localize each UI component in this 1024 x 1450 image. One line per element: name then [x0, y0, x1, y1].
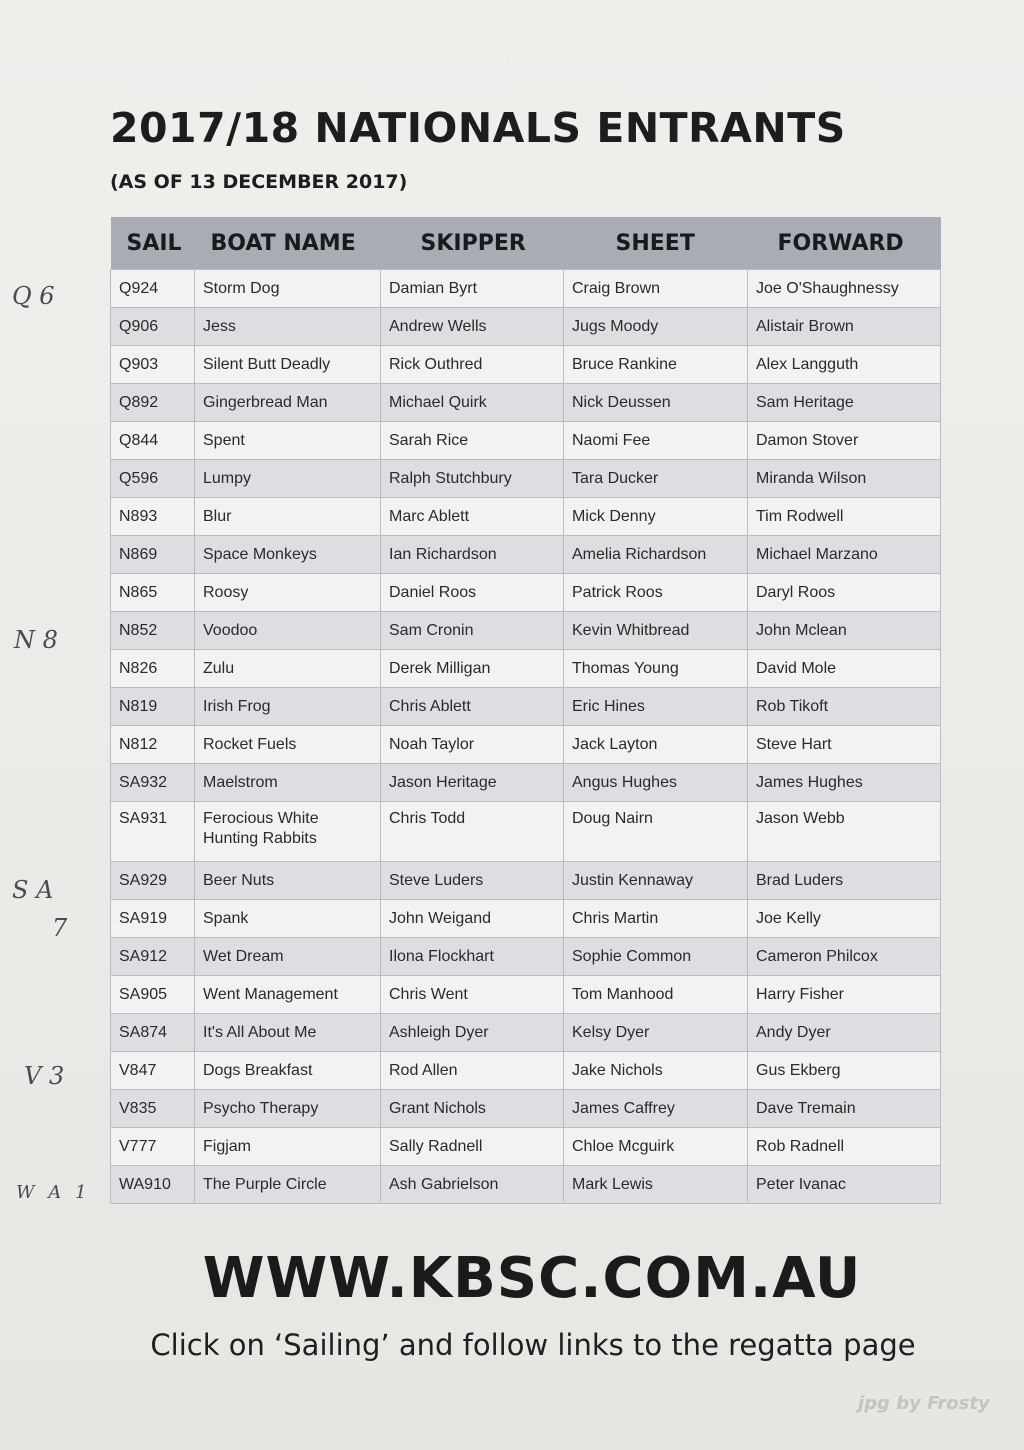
- cell-sail: N812: [111, 726, 195, 764]
- table-row: [111, 650, 941, 688]
- cell-boat-name: Space Monkeys: [195, 536, 381, 574]
- cell-sail: SA912: [111, 938, 195, 976]
- cell-boat-name: Maelstrom: [195, 764, 381, 802]
- cell-forward: Brad Luders: [748, 862, 941, 900]
- table-row: [111, 536, 941, 574]
- cell-skipper: John Weigand: [381, 900, 564, 938]
- cell-sail: N826: [111, 650, 195, 688]
- cell-forward: Alex Langguth: [748, 346, 941, 384]
- cell-forward: Tim Rodwell: [748, 498, 941, 536]
- cell-sail: SA931: [111, 802, 195, 862]
- table-row: [111, 346, 941, 384]
- cell-sail: Q892: [111, 384, 195, 422]
- cell-forward: Rob Radnell: [748, 1128, 941, 1166]
- cell-sheet: Jugs Moody: [564, 308, 748, 346]
- cell-forward: Cameron Philcox: [748, 938, 941, 976]
- page-title: 2017/18 NATIONALS ENTRANTS: [110, 104, 846, 152]
- cell-sail: N869: [111, 536, 195, 574]
- table-row: [111, 1014, 941, 1052]
- cell-skipper: Chris Ablett: [381, 688, 564, 726]
- cell-skipper: Sarah Rice: [381, 422, 564, 460]
- cell-boat-name: Ferocious White Hunting Rabbits: [195, 802, 381, 862]
- cell-sheet: Kevin Whitbread: [564, 612, 748, 650]
- table-row: [111, 460, 941, 498]
- header-sail: SAIL: [111, 217, 195, 270]
- table-row: [111, 726, 941, 764]
- cell-boat-name: Beer Nuts: [195, 862, 381, 900]
- cell-sheet: Sophie Common: [564, 938, 748, 976]
- cell-sail: V835: [111, 1090, 195, 1128]
- cell-forward: James Hughes: [748, 764, 941, 802]
- cell-boat-name: Gingerbread Man: [195, 384, 381, 422]
- cell-forward: Joe Kelly: [748, 900, 941, 938]
- instructions-text: Click on ‘Sailing’ and follow links to the regatta page: [150, 1328, 916, 1362]
- cell-forward: Daryl Roos: [748, 574, 941, 612]
- cell-forward: Michael Marzano: [748, 536, 941, 574]
- table-row: [111, 802, 941, 862]
- cell-forward: David Mole: [748, 650, 941, 688]
- table-row: [111, 422, 941, 460]
- cell-sheet: Angus Hughes: [564, 764, 748, 802]
- cell-boat-name: Psycho Therapy: [195, 1090, 381, 1128]
- cell-forward: Harry Fisher: [748, 976, 941, 1014]
- cell-skipper: Rod Allen: [381, 1052, 564, 1090]
- entrants-table-wrapper: [110, 217, 940, 1204]
- cell-sheet: Naomi Fee: [564, 422, 748, 460]
- cell-sheet: Chloe Mcguirk: [564, 1128, 748, 1166]
- cell-skipper: Damian Byrt: [381, 270, 564, 308]
- cell-sheet: Mick Denny: [564, 498, 748, 536]
- cell-sail: WA910: [111, 1166, 195, 1204]
- cell-forward: Damon Stover: [748, 422, 941, 460]
- table-row: [111, 308, 941, 346]
- cell-skipper: Sally Radnell: [381, 1128, 564, 1166]
- photo-credit: jpg by Frosty: [858, 1393, 990, 1414]
- cell-sheet: Tara Ducker: [564, 460, 748, 498]
- entrants-table: [110, 217, 941, 1204]
- cell-boat-name: Silent Butt Deadly: [195, 346, 381, 384]
- cell-sail: SA919: [111, 900, 195, 938]
- cell-skipper: Ashleigh Dyer: [381, 1014, 564, 1052]
- cell-sheet: Thomas Young: [564, 650, 748, 688]
- handwritten-note-v: V 3: [24, 1062, 65, 1090]
- cell-skipper: Ralph Stutchbury: [381, 460, 564, 498]
- cell-sheet: Jake Nichols: [564, 1052, 748, 1090]
- cell-skipper: Chris Todd: [381, 802, 564, 862]
- cell-sail: Q924: [111, 270, 195, 308]
- cell-skipper: Jason Heritage: [381, 764, 564, 802]
- cell-forward: Alistair Brown: [748, 308, 941, 346]
- cell-boat-name: Voodoo: [195, 612, 381, 650]
- table-body: [111, 270, 941, 1204]
- cell-boat-name: Spent: [195, 422, 381, 460]
- cell-forward: Peter Ivanac: [748, 1166, 941, 1204]
- cell-sheet: Doug Nairn: [564, 802, 748, 862]
- cell-sail: SA929: [111, 862, 195, 900]
- handwritten-note-sa-bottom: 7: [52, 914, 68, 942]
- header-boat-name: BOAT NAME: [195, 217, 381, 270]
- cell-sail: Q903: [111, 346, 195, 384]
- cell-sheet: Amelia Richardson: [564, 536, 748, 574]
- cell-sheet: Mark Lewis: [564, 1166, 748, 1204]
- cell-sheet: James Caffrey: [564, 1090, 748, 1128]
- cell-sheet: Bruce Rankine: [564, 346, 748, 384]
- cell-sheet: Chris Martin: [564, 900, 748, 938]
- cell-skipper: Rick Outhred: [381, 346, 564, 384]
- handwritten-note-wa: W A 1: [16, 1182, 91, 1203]
- cell-skipper: Marc Ablett: [381, 498, 564, 536]
- cell-boat-name: Storm Dog: [195, 270, 381, 308]
- handwritten-note-n: N 8: [14, 626, 58, 654]
- cell-sail: SA905: [111, 976, 195, 1014]
- header-forward: FORWARD: [748, 217, 941, 270]
- cell-sail: N852: [111, 612, 195, 650]
- table-row: [111, 1052, 941, 1090]
- table-row: [111, 1128, 941, 1166]
- table-row: [111, 612, 941, 650]
- cell-forward: Rob Tikoft: [748, 688, 941, 726]
- cell-skipper: Ian Richardson: [381, 536, 564, 574]
- cell-boat-name: The Purple Circle: [195, 1166, 381, 1204]
- cell-boat-name: Blur: [195, 498, 381, 536]
- cell-boat-name: Wet Dream: [195, 938, 381, 976]
- cell-boat-name: Roosy: [195, 574, 381, 612]
- cell-forward: Joe O'Shaughnessy: [748, 270, 941, 308]
- cell-boat-name: Went Management: [195, 976, 381, 1014]
- table-row: [111, 900, 941, 938]
- cell-forward: Jason Webb: [748, 802, 941, 862]
- cell-sail: V847: [111, 1052, 195, 1090]
- table-row: [111, 498, 941, 536]
- cell-sheet: Eric Hines: [564, 688, 748, 726]
- cell-skipper: Grant Nichols: [381, 1090, 564, 1128]
- page-subtitle: (AS OF 13 DECEMBER 2017): [110, 171, 408, 193]
- cell-skipper: Noah Taylor: [381, 726, 564, 764]
- cell-skipper: Derek Milligan: [381, 650, 564, 688]
- cell-sheet: Jack Layton: [564, 726, 748, 764]
- table-row: [111, 764, 941, 802]
- cell-boat-name: Zulu: [195, 650, 381, 688]
- cell-boat-name: Figjam: [195, 1128, 381, 1166]
- cell-sail: Q844: [111, 422, 195, 460]
- cell-skipper: Ash Gabrielson: [381, 1166, 564, 1204]
- handwritten-note-sa-top: S A: [12, 876, 54, 904]
- cell-boat-name: Rocket Fuels: [195, 726, 381, 764]
- cell-skipper: Ilona Flockhart: [381, 938, 564, 976]
- table-header-row: [111, 217, 941, 270]
- table-row: [111, 688, 941, 726]
- cell-skipper: Chris Went: [381, 976, 564, 1014]
- cell-forward: John Mclean: [748, 612, 941, 650]
- cell-sheet: Patrick Roos: [564, 574, 748, 612]
- cell-boat-name: Dogs Breakfast: [195, 1052, 381, 1090]
- cell-boat-name: Jess: [195, 308, 381, 346]
- cell-boat-name: Spank: [195, 900, 381, 938]
- cell-sheet: Nick Deussen: [564, 384, 748, 422]
- cell-forward: Sam Heritage: [748, 384, 941, 422]
- website-url: WWW.KBSC.COM.AU: [202, 1246, 862, 1311]
- cell-sail: N865: [111, 574, 195, 612]
- table-row: [111, 976, 941, 1014]
- table-row: [111, 862, 941, 900]
- cell-forward: Gus Ekberg: [748, 1052, 941, 1090]
- header-sheet: SHEET: [564, 217, 748, 270]
- cell-skipper: Sam Cronin: [381, 612, 564, 650]
- cell-boat-name: Lumpy: [195, 460, 381, 498]
- cell-sail: SA874: [111, 1014, 195, 1052]
- table-row: [111, 1090, 941, 1128]
- table-row: [111, 1166, 941, 1204]
- cell-sail: N819: [111, 688, 195, 726]
- table-row: [111, 574, 941, 612]
- table-row: [111, 384, 941, 422]
- cell-sheet: Justin Kennaway: [564, 862, 748, 900]
- cell-sail: V777: [111, 1128, 195, 1166]
- cell-sail: SA932: [111, 764, 195, 802]
- cell-forward: Miranda Wilson: [748, 460, 941, 498]
- cell-sheet: Kelsy Dyer: [564, 1014, 748, 1052]
- cell-sail: Q596: [111, 460, 195, 498]
- cell-sail: Q906: [111, 308, 195, 346]
- cell-skipper: Andrew Wells: [381, 308, 564, 346]
- cell-sail: N893: [111, 498, 195, 536]
- table-row: [111, 270, 941, 308]
- table-row: [111, 938, 941, 976]
- cell-skipper: Michael Quirk: [381, 384, 564, 422]
- cell-forward: Andy Dyer: [748, 1014, 941, 1052]
- cell-forward: Steve Hart: [748, 726, 941, 764]
- cell-skipper: Steve Luders: [381, 862, 564, 900]
- cell-forward: Dave Tremain: [748, 1090, 941, 1128]
- cell-boat-name: It's All About Me: [195, 1014, 381, 1052]
- cell-sheet: Tom Manhood: [564, 976, 748, 1014]
- cell-boat-name: Irish Frog: [195, 688, 381, 726]
- cell-skipper: Daniel Roos: [381, 574, 564, 612]
- cell-sheet: Craig Brown: [564, 270, 748, 308]
- header-skipper: SKIPPER: [381, 217, 564, 270]
- handwritten-note-q: Q 6: [12, 282, 55, 310]
